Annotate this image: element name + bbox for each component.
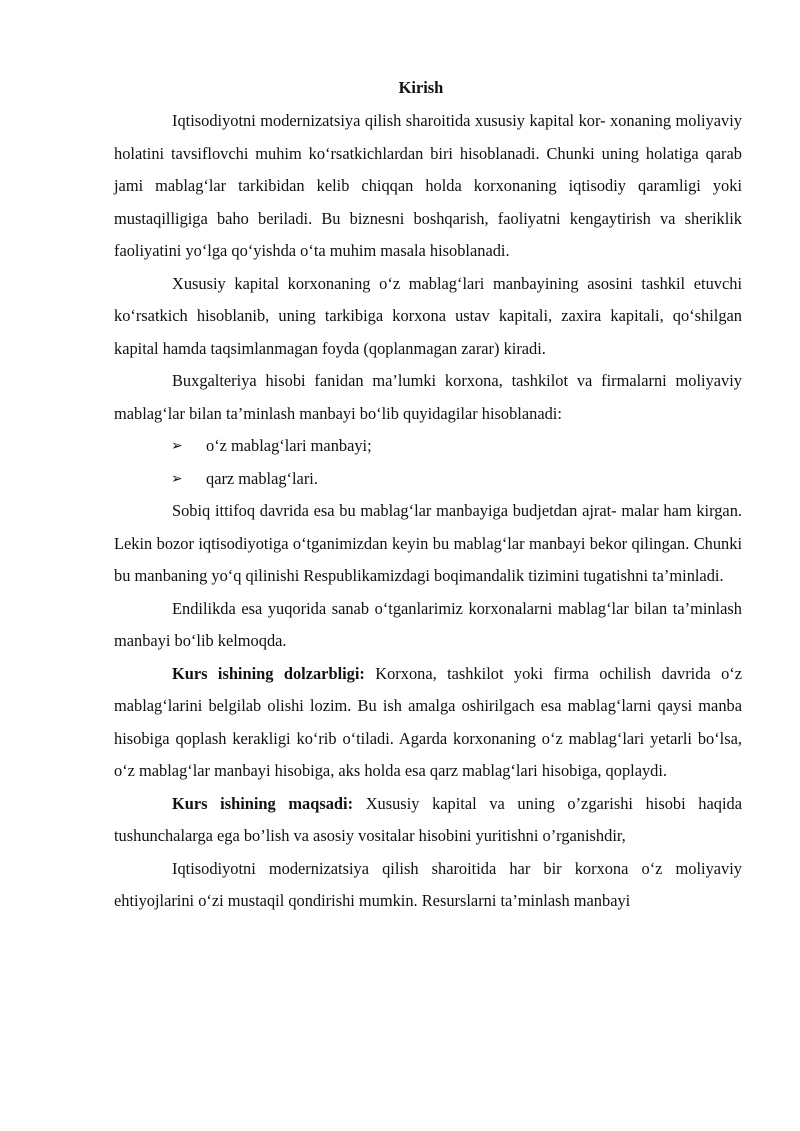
- paragraph-4: Sobiq ittifoq davrida esa bu mablag‘lar manbayiga budjetdan ajrat- malar ham kirgan. Lekin bozor iqtisodiyotiga o‘tganimizdan keyin bu mablag‘lar manbayi bekor qilingan. Chunki bu manbaning yo‘q qilinishi Respublikamizdagi boqimandalik tizimini tugatishni ta’minladi.: [114, 501, 742, 585]
- paragraph-3: Buxgalteriya hisobi fanidan ma’lumki korxona, tashkilot va firmalarni moliyaviy mablag‘lar bilan ta’minlash manbayi bo‘lib quyidagilar hisoblanadi:: [114, 371, 742, 423]
- list-item: [114, 463, 742, 496]
- arrow-bullet-icon: ➢: [171, 470, 183, 487]
- list-item-text: o‘z mablag‘lari manbayi;: [206, 436, 372, 455]
- section-title: Kirish: [398, 78, 444, 97]
- arrow-bullet-icon: ➢: [171, 438, 183, 454]
- paragraph-relevance: [114, 658, 742, 788]
- goal-text: Xususiy kapital va uning o’zgarishi hisobi haqida tushunchalarga ega bo’lish va asosiy vositalar hisobini yuritishni o’rganishdir,: [114, 793, 742, 845]
- list-item: [114, 430, 742, 463]
- document-page: [114, 76, 742, 918]
- paragraph-8: Iqtisodiyotni modernizatsiya qilish sharoitida har bir korxona o‘z moliyaviy ehtiyojlarini o‘zi mustaqil qondirishi mumkin. Resurslarni ta’minlash manbayi: [114, 858, 742, 910]
- paragraph-5: Endilikda esa yuqorida sanab o‘tganlarimiz korxonalarni mablag‘lar bilan ta’minlash manbayi bo‘lib kelmoqda.: [114, 598, 742, 650]
- relevance-heading: Kurs ishining dolzarbligi:: [172, 663, 365, 683]
- list-item-text: qarz mablag‘lari.: [206, 468, 318, 488]
- goal-heading: Kurs ishining maqsadi:: [172, 793, 354, 813]
- paragraph-2: Xususiy kapital korxonaning o‘z mablag‘lari manbayining asosini tashkil etuvchi ko‘rsatkich hisoblanib, uning tarkibiga korxona ustav kapitali, zaxira kapitali, qo‘shilgan kapital hamda taqsimlanmagan foyda (qoplanmagan zarar) kiradi.: [114, 273, 742, 358]
- relevance-text: Korxona, tashkilot yoki firma ochilish davrida o‘z mablag‘larini belgilab olishi lozim. Bu ish amalga oshirilgach esa mablag‘larni qaysi manba hisobiga qoplash kerakligi ko‘rib o‘tiladi. Agarda korxonaning o‘z mablag‘lari yetarli bo‘lsa, o‘z mablag‘lar manbayi hisobiga, aks holda esa qarz mablag‘lari hisobiga, qoplaydi.: [114, 663, 742, 780]
- paragraph-1: Iqtisodiyotni modernizatsiya qilish sharoitida xususiy kapital kor- xonaning moliyaviy holatini tavsiflovchi muhim ko‘rsatkichlardan biri hisoblanadi. Chunki uning holatiga qarab jami mablag‘lar tarkibidan kelib chiqqan holda korxonaning iqtisodiy qaramligi yoki mustaqilligiga baho beriladi. Bu biznesni boshqarish, faoliyatni kengaytirish va sheriklik faoliyatini yo‘lga qo‘yishda o‘ta muhim masala hisoblanadi.: [114, 111, 742, 260]
- paragraph-goal: [114, 788, 742, 853]
